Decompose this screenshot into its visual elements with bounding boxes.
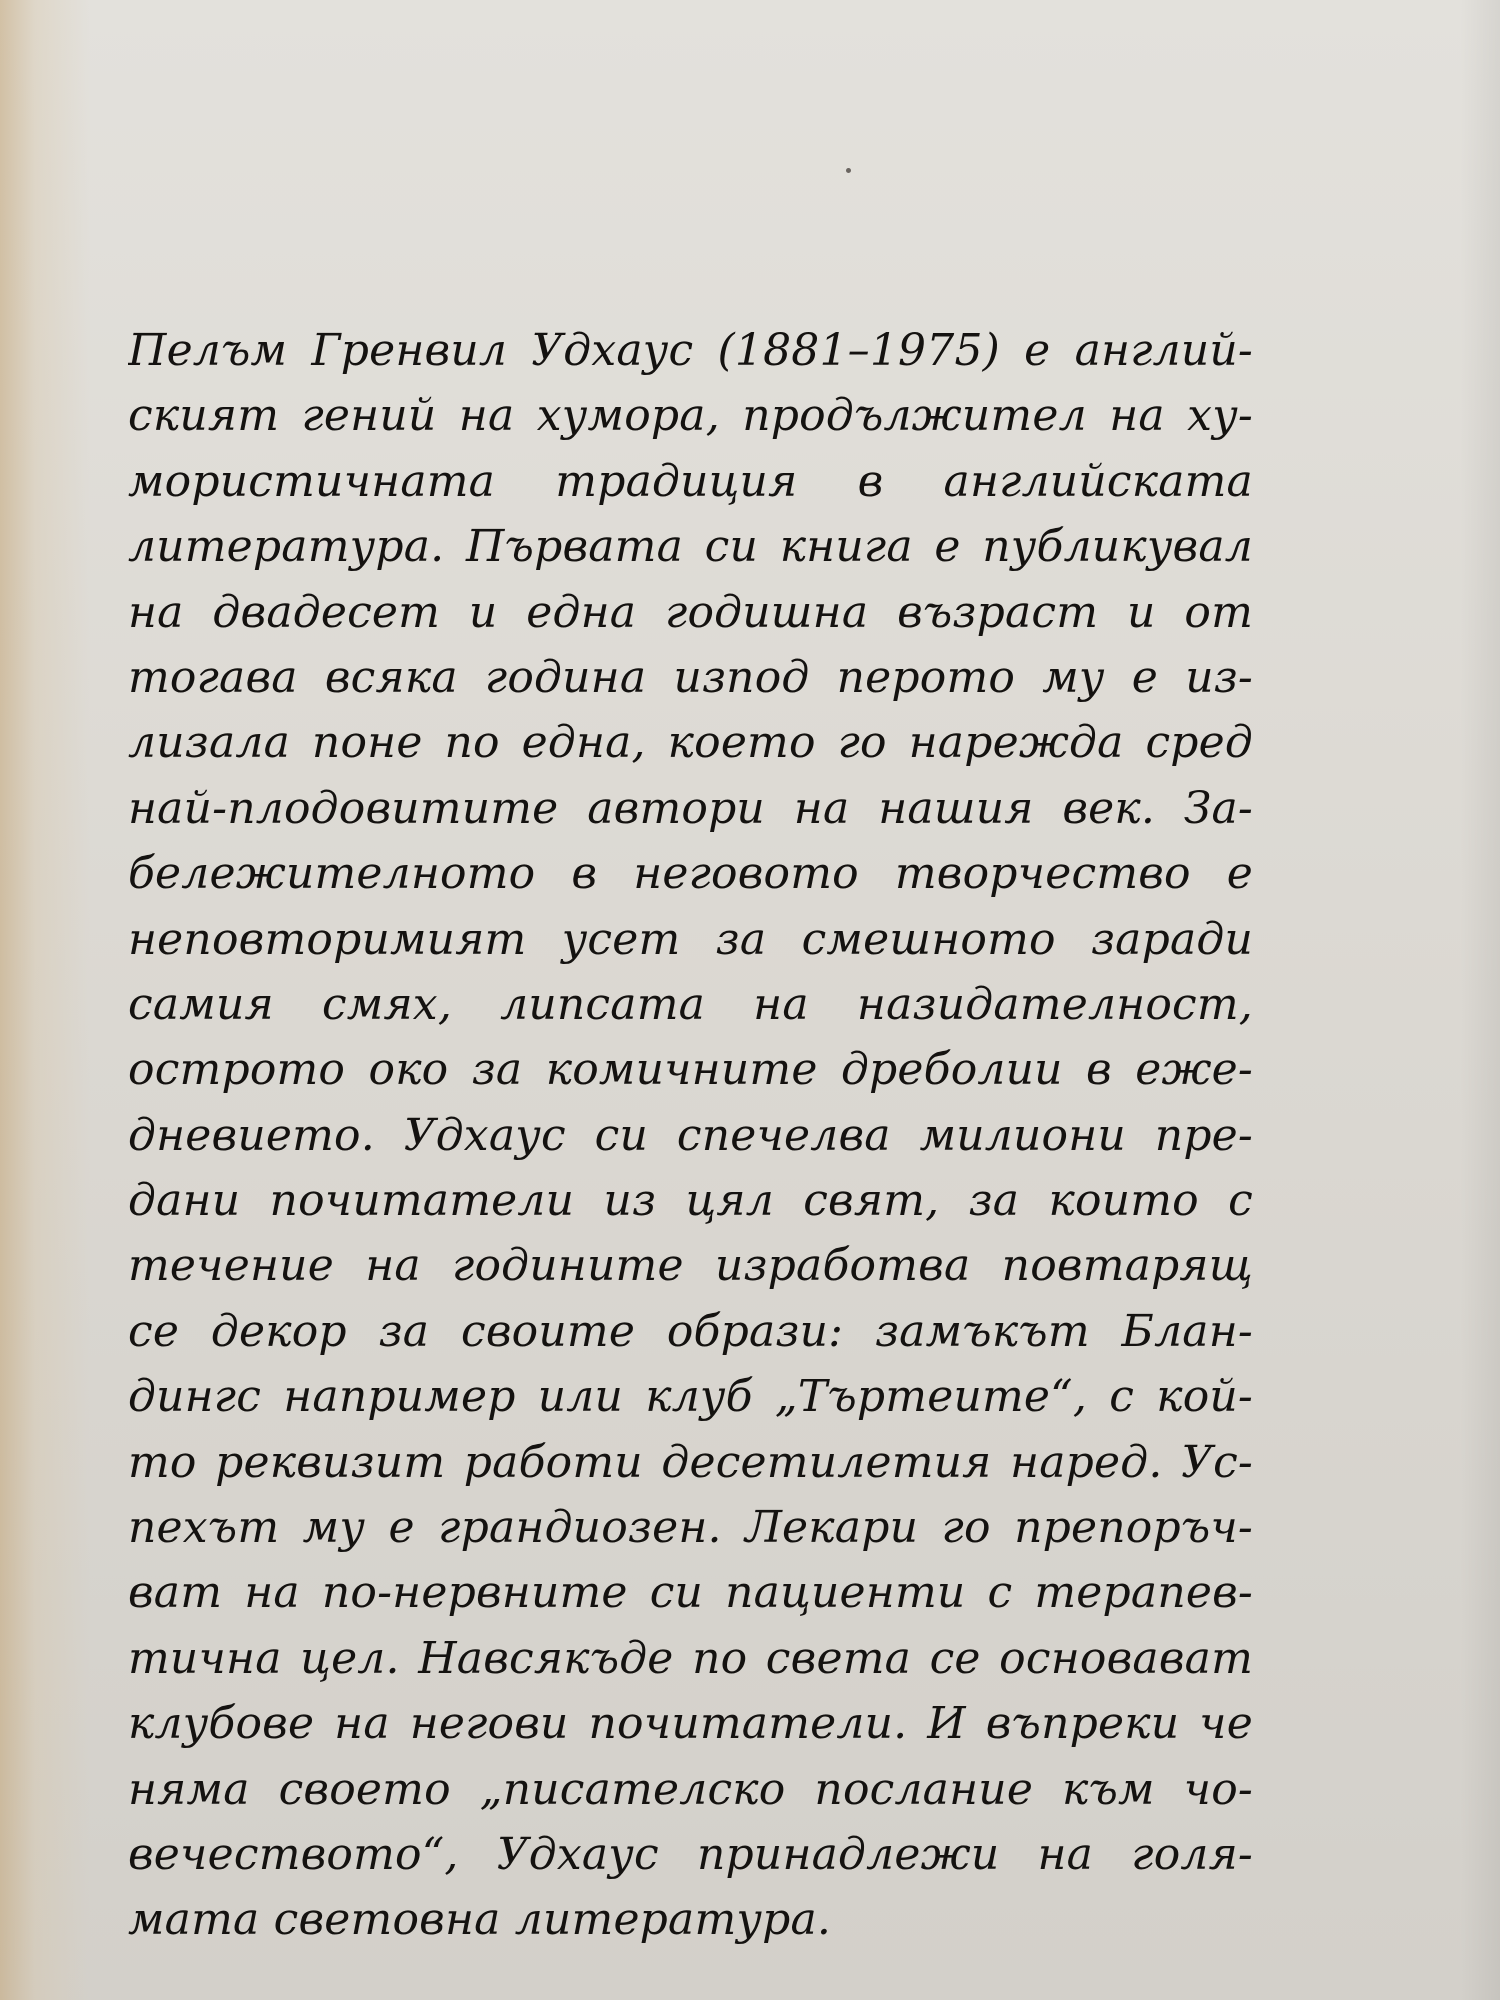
text-line: ският гений на хумора, продължител на ху- [128,390,1253,442]
biography-paragraph [128,318,1253,1953]
text-line: острото око за комичните дреболии в еже- [128,1044,1253,1096]
text-line: ват на по-нервните си пациенти с терапев- [128,1567,1253,1619]
text-line: на двадесет и една годишна възраст и от [128,586,1253,638]
paper-speck [846,168,851,173]
text-line: неповторимият усет за смешното заради [128,913,1253,965]
text-line: бележителното в неговото творчество е [128,848,1253,900]
text-line: течение на годините изработва повтарящ [128,1240,1253,1292]
text-line: мористичната традиция в английската [128,455,1253,507]
text-line: пехът му е грандиозен. Лекари го препоръч- [128,1502,1253,1554]
text-line: няма своето „писателско послание към чо- [128,1763,1253,1815]
text-line: вечеството“, Удхаус принадлежи на голя- [128,1828,1253,1880]
text-line: мата световна литература. [128,1894,832,1946]
text-line: тогава всяка година изпод перото му е из- [128,651,1253,703]
text-line: лизала поне по една, което го нарежда сред [128,717,1253,769]
text-line: тична цел. Навсякъде по света се основават [128,1632,1253,1684]
text-line: клубове на негови почитатели. И въпреки че [128,1698,1253,1750]
text-line: дневието. Удхаус си спечелва милиони пре- [128,1109,1253,1161]
text-line: Пелъм Гренвил Удхаус (1881–1975) е англий- [128,325,1253,376]
text-line: най-плодовитите автори на нашия век. За- [128,782,1253,834]
text-line: се декор за своите образи: замъкът Блан- [128,1305,1253,1357]
text-line: литература. Първата си книга е публикувал [128,521,1253,573]
text-line: самия смях, липсата на назидателност, [128,978,1253,1030]
text-line: дани почитатели из цял свят, за които с [128,1175,1253,1227]
text-line: то реквизит работи десетилетия наред. Ус- [128,1436,1253,1488]
text-line: дингс например или клуб „Търтеите“, с кой- [128,1371,1253,1423]
